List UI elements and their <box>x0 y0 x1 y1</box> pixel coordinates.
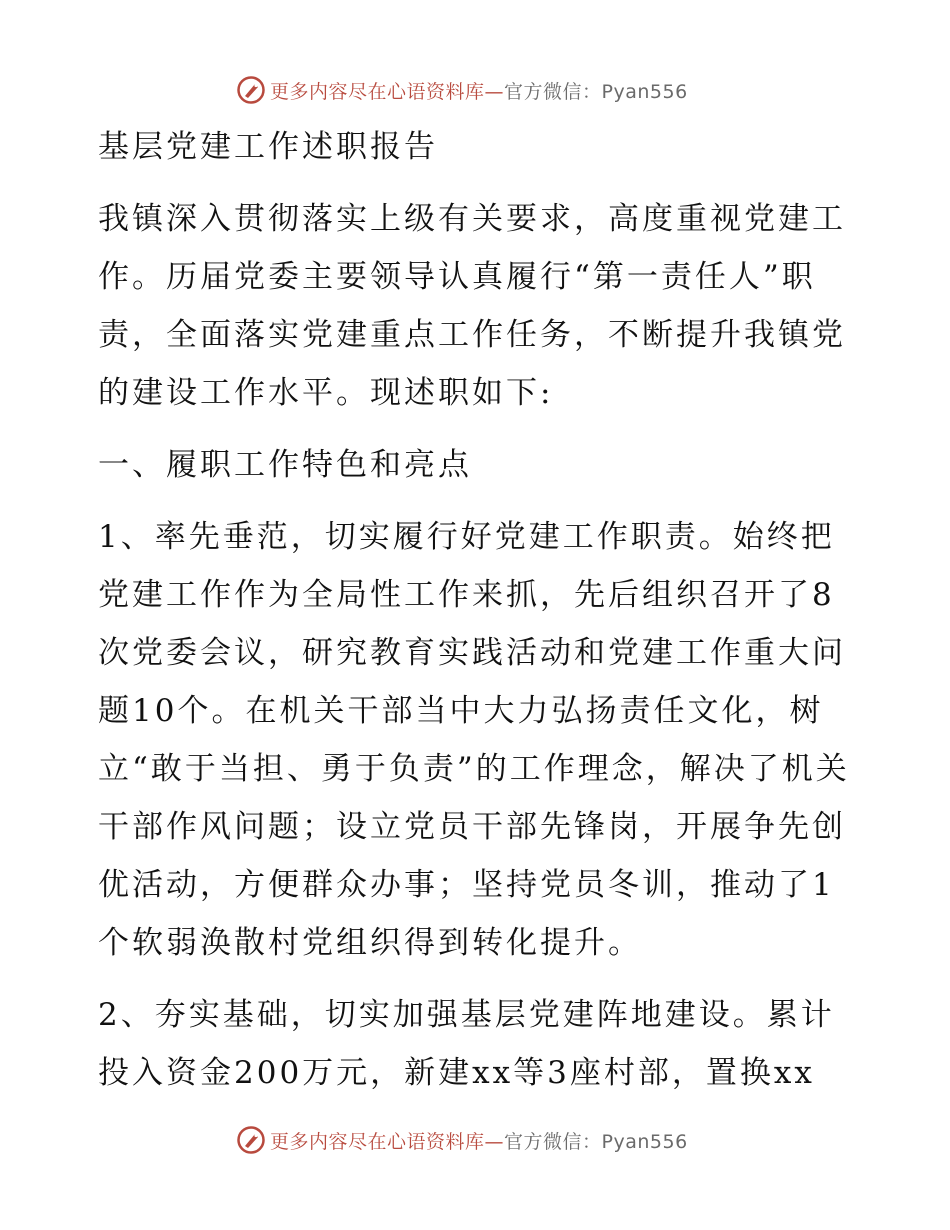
intro-paragraph: 我镇深入贯彻落实上级有关要求，高度重视党建工作。历届党委主要领导认真履行“第一责任人”职责，全面落实党建重点工作任务，不断提升我镇党的建设工作水平。现述职如下: <box>98 201 846 411</box>
footer-watermark <box>236 1122 688 1158</box>
header-watermark <box>236 72 688 108</box>
pen-nib-circle-icon <box>236 1125 266 1155</box>
document-title: 基层党建工作述职报告 <box>98 129 438 165</box>
document-body <box>98 118 858 1102</box>
watermark-text: 更多内容尽在心语资料库—官方微信：Pyan556 <box>270 1130 688 1153</box>
pen-nib-circle-icon <box>236 75 266 105</box>
paragraph-item-2: 2、夯实基础，切实加强基层党建阵地建设。累计投入资金200万元，新建xx等3座村部，置换xx <box>98 997 835 1091</box>
watermark-text: 更多内容尽在心语资料库—官方微信：Pyan556 <box>270 80 688 103</box>
paragraph-item-1: 1、率先垂范，切实履行好党建工作职责。始终把党建工作作为全局性工作来抓，先后组织召开了8次党委会议，研究教育实践活动和党建工作重大问题10个。在机关干部当中大力弘扬责任文化，树立“敢于当担、勇于负责”的工作理念，解决了机关干部作风问题；设立党员干部先锋岗，开展争先创优活动，方便群众办事；坚持党员冬训，推动了1个软弱涣散村党组织得到转化提升。 <box>98 519 850 961</box>
section-heading: 一、履职工作特色和亮点 <box>98 447 472 483</box>
